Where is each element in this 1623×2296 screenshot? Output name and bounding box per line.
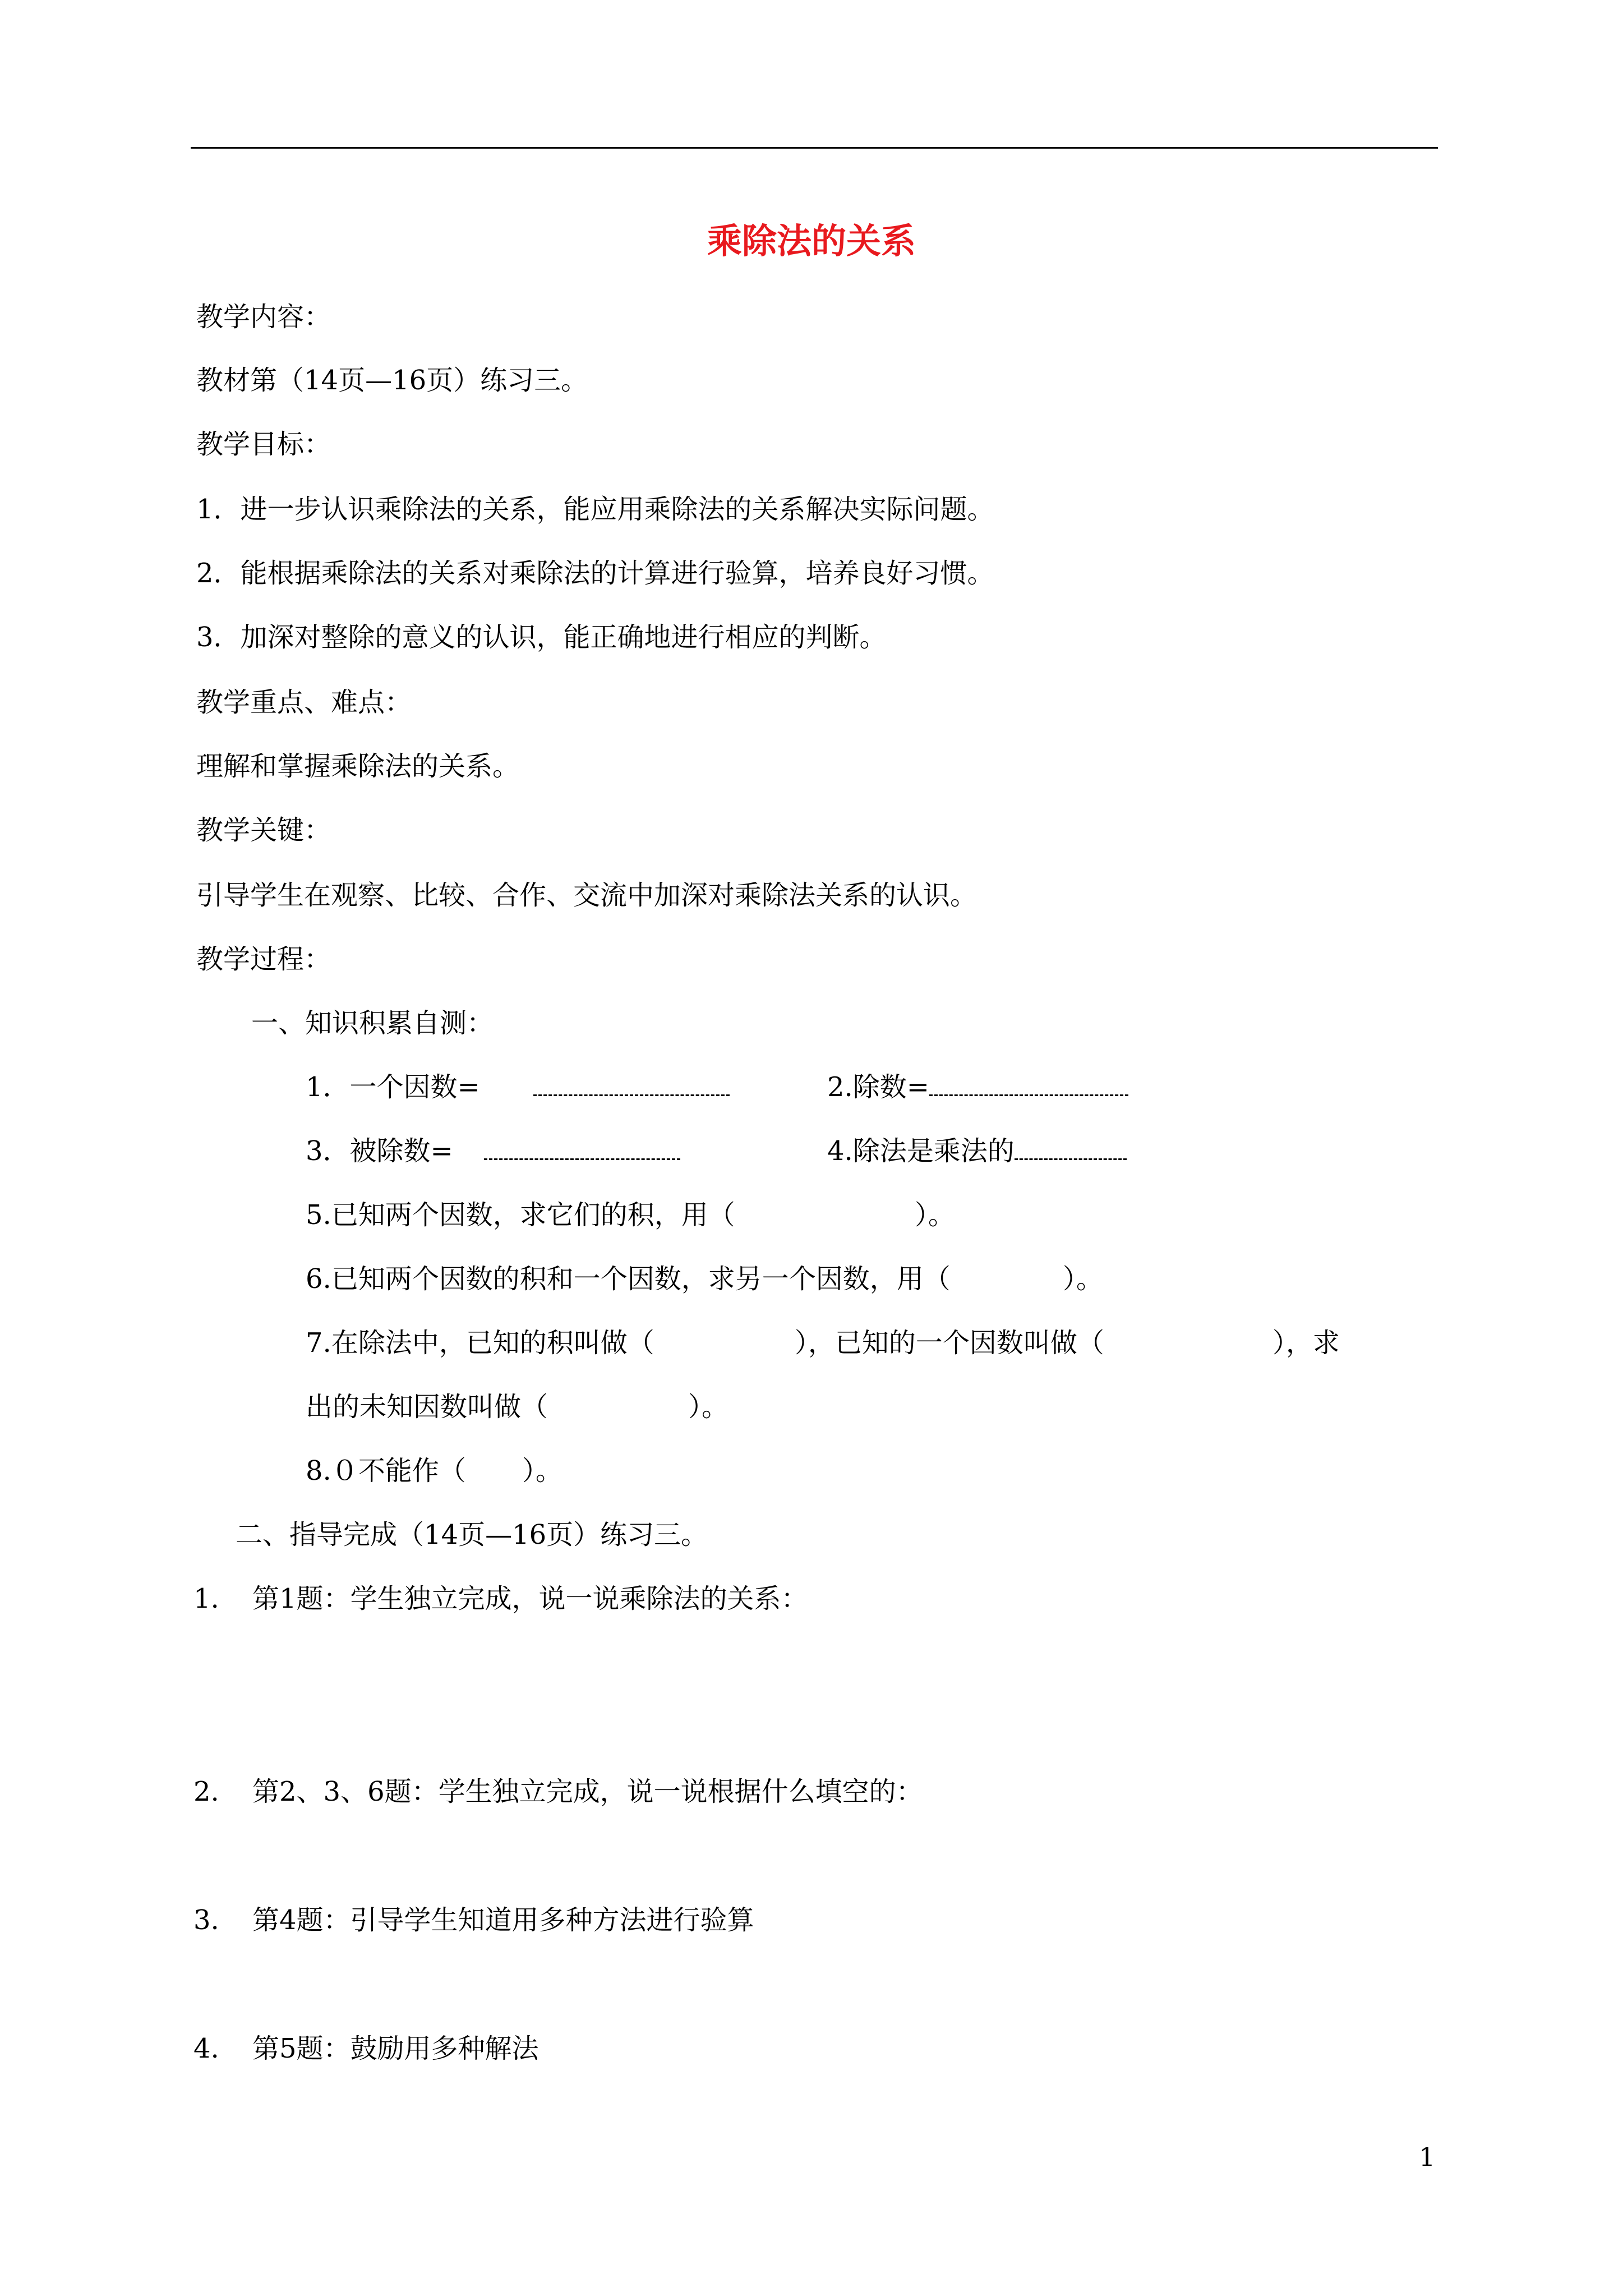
objective-item: 1．进一步认识乘除法的关系，能应用乘除法的关系解决实际问题。 <box>196 494 994 525</box>
quiz-question-5: 5.已知两个因数，求它们的积，用（ ）。 <box>306 1199 955 1231</box>
quiz-question-4-text: 4.除法是乘法的 <box>827 1135 1015 1167</box>
practice-item-text: 第5题：鼓励用多种解法 <box>252 2033 539 2064</box>
section2-heading: 二、指导完成（14页—16页）练习三。 <box>236 1519 708 1550</box>
crux-heading: 教学关键： <box>196 815 331 846</box>
content-text: 教材第（14页—16页）练习三。 <box>196 365 588 396</box>
page-title: 乘除法的关系 <box>707 220 916 261</box>
quiz-question-7: 7.在除法中，已知的积叫做（ ），已知的一个因数叫做（ ），求 <box>306 1327 1340 1359</box>
practice-item-number: 4. <box>193 2033 219 2064</box>
key-heading: 教学重点、难点： <box>196 687 412 718</box>
practice-item-number: 2. <box>193 1776 219 1807</box>
quiz-question-3 <box>306 1134 680 1168</box>
practice-item-text: 第4题：引导学生知道用多种方法进行验算 <box>252 1904 754 1936</box>
quiz-question-2 <box>827 1070 1128 1104</box>
quiz-question-2-text: 2.除数= <box>827 1071 930 1103</box>
quiz-question-4 <box>827 1134 1127 1168</box>
practice-item-text: 第2、3、6题：学生独立完成，说一说根据什么填空的： <box>252 1776 923 1807</box>
section1-heading: 一、知识积累自测： <box>251 1007 494 1039</box>
answer-blank <box>484 1139 680 1160</box>
practice-item <box>193 1775 923 1809</box>
quiz-question-8: 8.０不能作（ ）。 <box>306 1455 562 1487</box>
objectives-heading: 教学目标： <box>196 429 331 460</box>
practice-item <box>193 1903 754 1937</box>
practice-item <box>193 2032 539 2065</box>
objective-item: 3．加深对整除的意义的认识，能正确地进行相应的判断。 <box>196 622 887 653</box>
practice-item-number: 3. <box>193 1904 219 1936</box>
page-number: 1 <box>1419 2142 1436 2172</box>
header-rule <box>191 147 1438 149</box>
quiz-question-1-text: 1．一个因数= <box>306 1071 480 1103</box>
practice-item-text: 第1题：学生独立完成，说一说乘除法的关系： <box>252 1583 808 1614</box>
quiz-question-1 <box>306 1070 730 1104</box>
quiz-question-6: 6.已知两个因数的积和一个因数，求另一个因数，用（ ）。 <box>306 1263 1103 1295</box>
content-heading: 教学内容： <box>196 301 331 333</box>
quiz-question-3-text: 3．被除数= <box>306 1135 453 1167</box>
quiz-question-7-continued: 出的未知因数叫做（ ）。 <box>306 1391 729 1423</box>
key-text: 理解和掌握乘除法的关系。 <box>196 751 520 782</box>
objective-item: 2．能根据乘除法的关系对乘除法的计算进行验算，培养良好习惯。 <box>196 558 994 589</box>
practice-item <box>193 1582 808 1616</box>
practice-item-number: 1. <box>193 1583 219 1614</box>
answer-blank <box>929 1075 1128 1096</box>
answer-blank <box>533 1075 730 1096</box>
answer-blank <box>1015 1139 1127 1160</box>
crux-text: 引导学生在观察、比较、合作、交流中加深对乘除法关系的认识。 <box>196 880 978 911</box>
process-heading: 教学过程： <box>196 944 331 975</box>
